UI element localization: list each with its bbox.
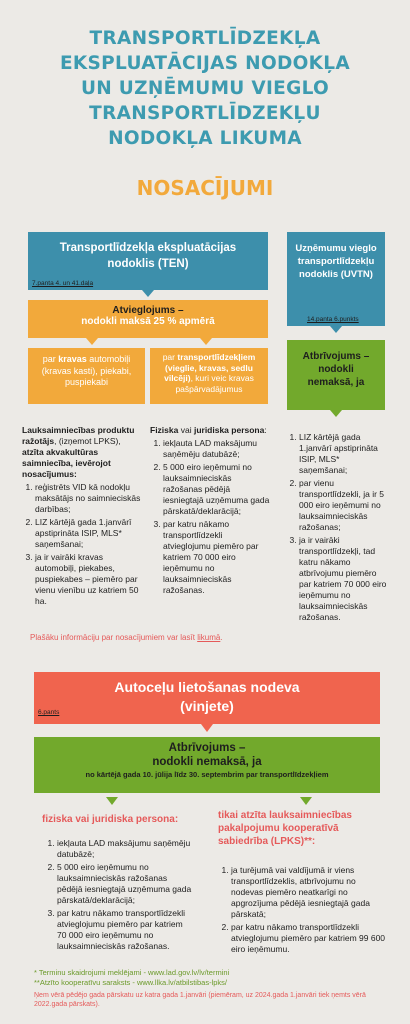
- vinjete-right-list: [218, 865, 388, 955]
- arrow-down-icon: [300, 797, 312, 805]
- ten-relief-line1: Atvieglojums –: [112, 305, 184, 316]
- vinjete-law-ref-link[interactable]: 6.pants: [38, 709, 60, 716]
- vinjete-right-conditions: [218, 865, 388, 957]
- vinjete-exempt-line3: no kārtējā gada 10. jūlija līdz 30. septembrim par transportlīdzekļiem: [85, 770, 329, 779]
- arrow-down-icon: [86, 338, 98, 345]
- vinjete-right-heading: tikai atzīta lauksaimniecības pakalpojumu kooperatīvā sabiedrība (LPKS)**:: [218, 810, 352, 847]
- page-title: [10, 26, 400, 151]
- more-info-text: [30, 633, 223, 642]
- arrow-down-icon: [330, 410, 342, 417]
- list-item: 1. iekļauta LAD maksājumu saņēmēju datubāzē;: [57, 838, 194, 860]
- mid-intro-bold2: juridiska persona: [193, 425, 265, 435]
- uvtn-exempt-box: [287, 340, 385, 410]
- left-category-box: [28, 348, 145, 404]
- list-item: 3. ja ir vairāki transportlīdzekļi, tad katru nākamo atbrīvojumu piemēro par katriem 70 000 eiro ieņēmumu no lauksaimnieciskās ražošanas.: [299, 535, 390, 623]
- list-item: 3. par katru nākamo transportlīdzekli atvieglojumu piemēro par katriem 70 000 eiro ieņēmumu no lauksaimnieciskās ražošanas.: [57, 908, 194, 952]
- left-intro-mid: , (izņemot LPKS),: [54, 436, 121, 446]
- right-category-rest: , kuri veic kravas pašpārvadājumus: [175, 373, 254, 394]
- arrow-down-icon: [106, 797, 118, 805]
- right-category-box: [150, 348, 268, 404]
- left-intro-bold1: Lauksaimniecības produktu ražotājs: [22, 425, 135, 446]
- arrow-down-icon: [142, 290, 154, 297]
- list-item: 1. reģistrēts VID kā nodokļu maksātājs no saimnieciskās darbības;: [35, 482, 144, 515]
- arrow-down-icon: [200, 338, 212, 345]
- left-conditions: [22, 425, 144, 609]
- right-conditions-list: [286, 432, 390, 623]
- vinjete-left-conditions: [44, 838, 194, 954]
- title-line: EKSPLUATĀCIJAS NODOKĻA: [59, 53, 351, 74]
- ten-header-box: [28, 232, 268, 290]
- list-item: 1. ja turējumā vai valdījumā ir viens transportlīdzeklis, atbrīvojumu no nodevas piemēro neatkarīgi no apgrozījuma pēdējā iesniegtajā gada pārskatā;: [231, 865, 388, 920]
- title-line: TRANSPORTLĪDZEKĻU: [89, 103, 321, 124]
- uvtn-law-ref-link[interactable]: 14.panta 6.punkts: [307, 316, 359, 323]
- law-link[interactable]: likumā: [197, 633, 221, 642]
- uvtn-exempt-line2: nodokli: [318, 364, 354, 375]
- right-conditions: [286, 432, 390, 625]
- left-category-rest: automobiļi (kravas kasti), piekabi, puspiekabi: [41, 354, 132, 387]
- left-conditions-intro: [22, 425, 144, 480]
- vinjete-exempt-line1: Atbrīvojums –: [168, 742, 246, 754]
- middle-conditions-list: [150, 438, 270, 596]
- title-line: TRANSPORTLĪDZEKĻA: [89, 28, 321, 49]
- ten-law-ref-link[interactable]: 7.panta 4. un 41.daļa: [32, 280, 94, 287]
- right-category-bold: transportlīdzekļiem (vieglie, kravas, sedlu vilcēji): [164, 352, 256, 383]
- list-item: 2. 5 000 eiro ieņēmumu no lauksaimnieciskās ražošanas pēdējā iesniegtajā uzņēmuma gada pārskatā/deklarācijā;: [57, 862, 194, 906]
- uvtn-exempt-line3: nemaksā, ja: [307, 377, 365, 388]
- title-line: NODOKĻA LIKUMA: [108, 128, 302, 149]
- arrow-down-icon: [330, 326, 342, 333]
- more-info-end: .: [220, 633, 223, 642]
- vinjete-exempt-line2: nodokli nemaksā, ja: [152, 756, 262, 768]
- list-item: 1. iekļauta LAD maksājumu saņēmēju datubāzē;: [163, 438, 270, 460]
- list-item: 3. par katru nākamo transportlīdzekli atvieglojumu piemēro par katriem 70 000 eiro ieņēmumu no lauksaimnieciskās ražošanas.: [163, 519, 270, 596]
- left-category-bold: kravas: [58, 354, 87, 364]
- title-line: UN UZŅĒMUMU VIEGLO: [80, 78, 330, 99]
- left-conditions-list: [22, 482, 144, 607]
- vinjete-title-line2: (vinjete): [180, 698, 234, 714]
- footnote-cooperatives[interactable]: **Atzīto kooperatīvu saraksts - www.llka.lv/atbilstibas-lpks/: [34, 978, 227, 987]
- arrow-down-icon: [201, 724, 213, 732]
- list-item: 1. LIZ kārtējā gada 1.janvārī apstiprināta ISIP, MLS* saņemšanai;: [299, 432, 390, 476]
- list-item: 2. LIZ kārtējā gada 1.janvārī apstiprināta ISIP, MLS* saņemšanai;: [35, 517, 144, 550]
- list-item: 2. par katru nākamo transportlīdzekli atvieglojumu piemēro par katriem 99 600 eiro ieņēmumu.: [231, 922, 388, 955]
- vinjete-header-box: [34, 672, 380, 724]
- mid-intro-mid: vai: [178, 425, 194, 435]
- footnotes: [34, 968, 384, 1009]
- uvtn-header-box: [287, 232, 385, 326]
- footnote-report-note: Ņem vērā pēdējo gada pārskatu uz katra gada 1.janvāri (piemēram, uz 2024.gada 1.janvāri tiek ņemts vērā 2022.gada pārskats).: [34, 992, 366, 1008]
- right-category-pre: par: [162, 352, 178, 362]
- more-info-pre: Plašāku informāciju par nosacījumiem var lasīt: [30, 633, 198, 642]
- middle-conditions: [150, 425, 270, 598]
- vinjete-title-line1: Autoceļu lietošanas nodeva: [114, 679, 300, 695]
- vinjete-left-heading: fiziska vai juridiska persona:: [42, 814, 179, 825]
- vinjete-left-list: [44, 838, 194, 952]
- uvtn-title: Uzņēmumu vieglo transportlīdzekļu nodoklis (UVTN): [295, 243, 377, 280]
- list-item: 2. par vienu transportlīdzekli, ja ir 5 000 eiro ieņēmumi no lauksaimnieciskās ražošanas;: [299, 478, 390, 533]
- list-item: 3. ja ir vairāki kravas automobiļi, piekabes, puspiekabes – piemēro par vienu vienību uz katriem 50 ha.: [35, 552, 144, 607]
- mid-intro-end: :: [264, 425, 267, 435]
- page-subtitle: NOSACĪJUMI: [136, 176, 274, 200]
- uvtn-exempt-line1: Atbrīvojums –: [302, 351, 370, 362]
- ten-relief-box: [28, 300, 268, 338]
- middle-conditions-intro: [150, 425, 270, 436]
- footnote-terms[interactable]: * Terminu skaidrojumi meklējami - www.lad.gov.lv/lv/termini: [34, 968, 230, 977]
- ten-relief-line2: nodokli maksā 25 % apmērā: [81, 316, 215, 327]
- mid-intro-bold1: Fiziska: [150, 425, 179, 435]
- left-intro-bold2: atzīta akvakultūras saimniecība, ievērojot nosacījumus:: [22, 447, 111, 479]
- left-category-pre: par: [42, 354, 59, 364]
- ten-title: Transportlīdzekļa ekspluatācijas nodoklis (TEN): [59, 242, 237, 270]
- vinjete-exempt-box: [34, 737, 380, 793]
- list-item: 2. 5 000 eiro ieņēmumi no lauksaimnieciskās ražošanas pēdējā iesniegtajā uzņēmuma gada pārskatā/deklarācijā;: [163, 462, 270, 517]
